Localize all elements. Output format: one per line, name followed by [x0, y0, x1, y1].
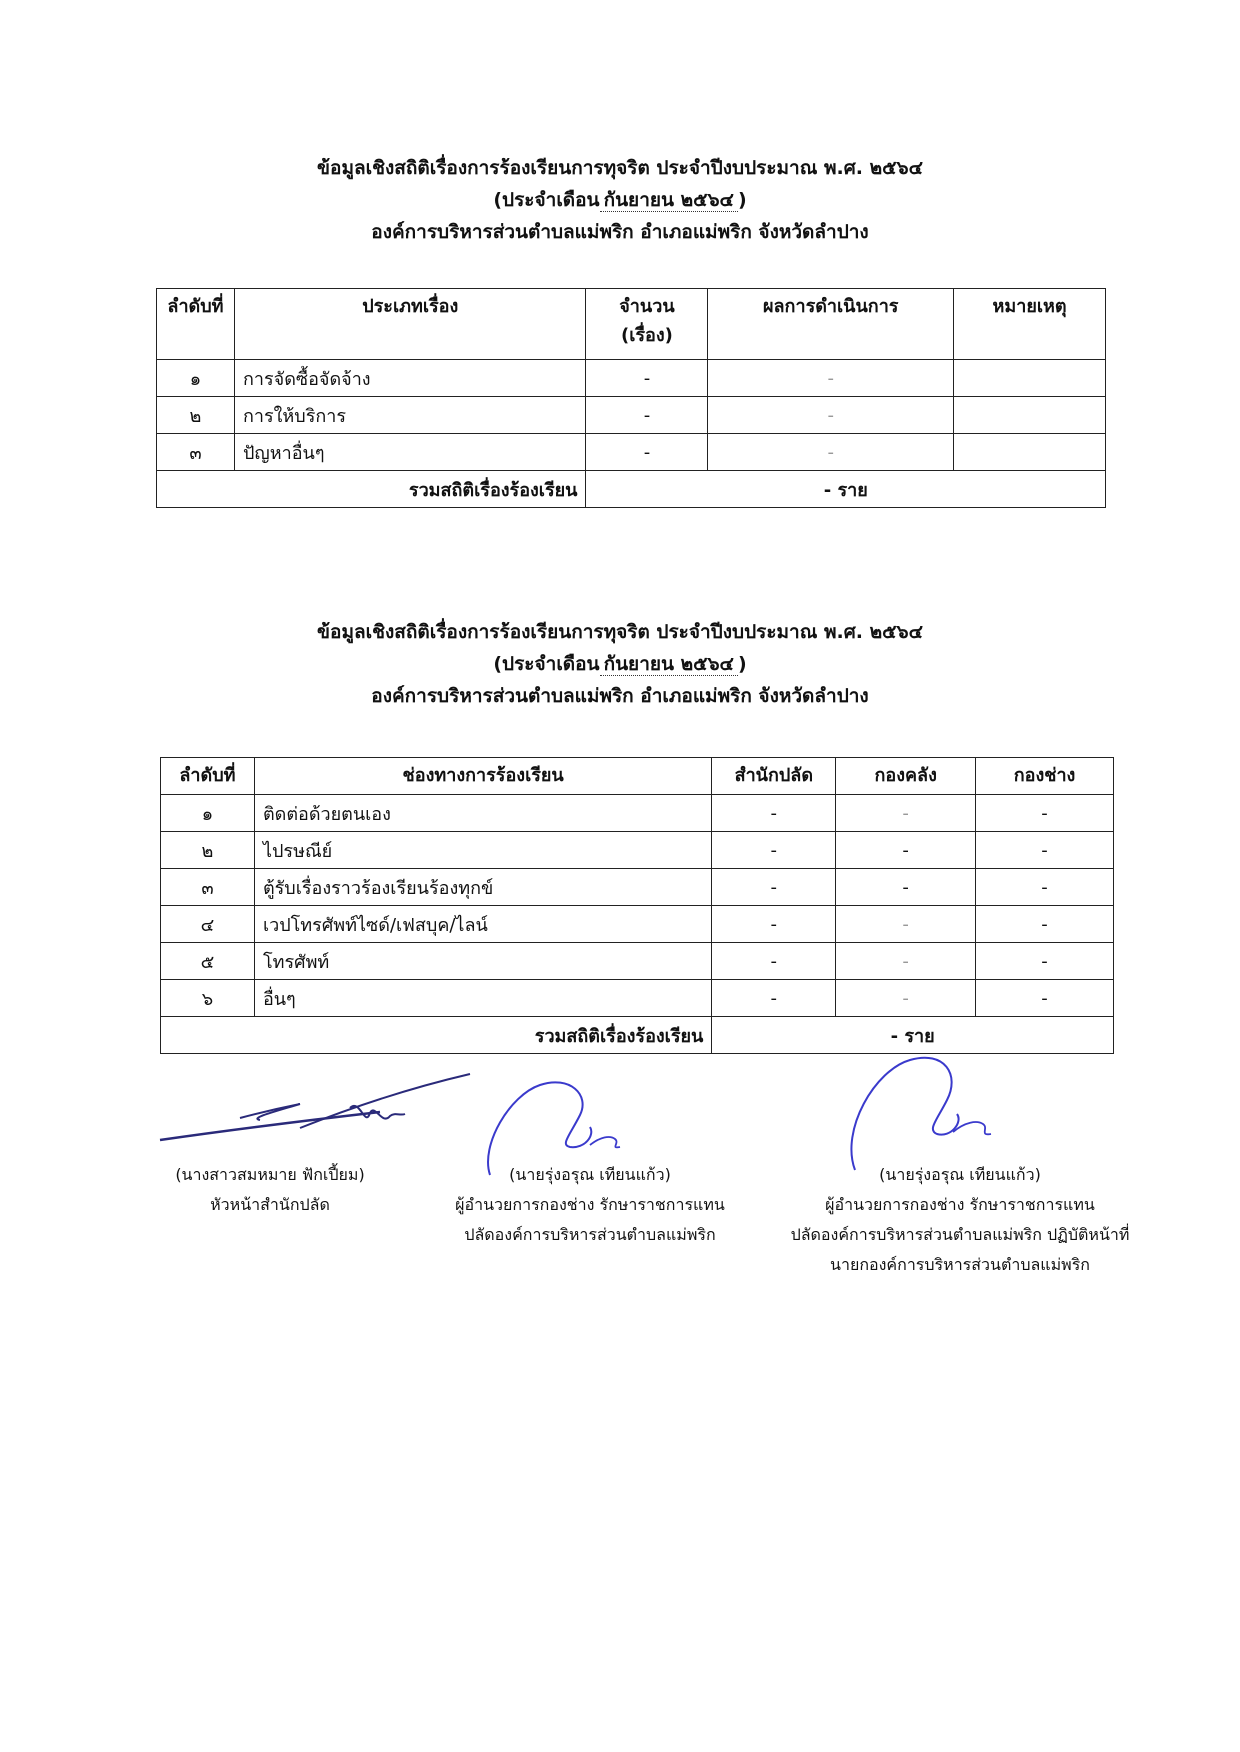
total-value: - ราย	[586, 471, 1106, 508]
col-header-count: จำนวน (เรื่อง)	[586, 289, 708, 360]
col-header-office: สำนักปลัด	[712, 758, 836, 795]
complaint-channel-table	[160, 757, 1114, 1054]
signer-title: ผู้อำนวยการกองช่าง รักษาราชการแทน	[825, 1195, 1095, 1214]
signature-block-2	[420, 1160, 760, 1250]
table-row: ๕ โทรศัพท์ - - -	[161, 943, 1114, 980]
complaint-type-table	[156, 288, 1106, 508]
table-header-row	[161, 758, 1114, 795]
signature-1-scribble	[150, 1068, 490, 1148]
table-row: ๓ ปัญหาอื่นๆ - -	[157, 434, 1106, 471]
col-header-type: ประเภทเรื่อง	[234, 289, 586, 360]
table-row: ๑ ติดต่อด้วยตนเอง - - -	[161, 795, 1114, 832]
table-header-row	[157, 289, 1106, 360]
signer-title: นายกองค์การบริหารส่วนตำบลแม่พริก	[830, 1255, 1090, 1274]
heading-2	[0, 616, 1240, 712]
table-row: ๖ อื่นๆ - - -	[161, 980, 1114, 1017]
col-header-note: หมายเหตุ	[954, 289, 1106, 360]
total-value: - ราย	[712, 1017, 1114, 1054]
signer-name: (นายรุ่งอรุณ เทียนแก้ว)	[879, 1165, 1041, 1184]
heading-1-month: กันยายน ๒๕๖๔	[600, 189, 738, 212]
signer-title: ปลัดองค์การบริหารส่วนตำบลแม่พริก ปฏิบัติหน้าที่	[790, 1225, 1130, 1244]
signer-name: (นายรุ่งอรุณ เทียนแก้ว)	[509, 1165, 671, 1184]
heading-2-line-2: (ประจำเดือน กันยายน ๒๕๖๔ )	[493, 653, 747, 675]
col-header-no: ลำดับที่	[157, 289, 235, 360]
total-label: รวมสถิติเรื่องร้องเรียน	[157, 471, 586, 508]
signer-title: ผู้อำนวยการกองช่าง รักษาราชการแทน	[455, 1195, 725, 1214]
col-header-finance: กองคลัง	[836, 758, 976, 795]
table-total-row	[161, 1017, 1114, 1054]
signer-title: ปลัดองค์การบริหารส่วนตำบลแม่พริก	[464, 1225, 716, 1244]
table-row: ๒ ไปรษณีย์ - - -	[161, 832, 1114, 869]
heading-2-line-1: ข้อมูลเชิงสถิติเรื่องการร้องเรียนการทุจริต ประจำปีงบประมาณ พ.ศ. ๒๕๖๔	[317, 621, 923, 643]
table-total-row	[157, 471, 1106, 508]
col-header-engineering: กองช่าง	[976, 758, 1114, 795]
table-row: ๑ การจัดซื้อจัดจ้าง - -	[157, 360, 1106, 397]
heading-1	[0, 152, 1240, 248]
signature-block-1	[150, 1160, 390, 1220]
col-header-channel: ช่องทางการร้องเรียน	[254, 758, 711, 795]
heading-1-line-3: องค์การบริหารส่วนตำบลแม่พริก อำเภอแม่พริก จังหวัดลำปาง	[371, 221, 869, 243]
col-header-no: ลำดับที่	[161, 758, 255, 795]
heading-2-line-3: องค์การบริหารส่วนตำบลแม่พริก อำเภอแม่พริก จังหวัดลำปาง	[371, 685, 869, 707]
table-row: ๓ ตู้รับเรื่องราวร้องเรียนร้องทุกข์ - - -	[161, 869, 1114, 906]
heading-1-line-1: ข้อมูลเชิงสถิติเรื่องการร้องเรียนการทุจริต ประจำปีงบประมาณ พ.ศ. ๒๕๖๔	[317, 157, 923, 179]
signature-block-3	[760, 1160, 1160, 1280]
table-row: ๔ เวปโทรศัพท์ไซด์/เฟสบุค/ไลน์ - - -	[161, 906, 1114, 943]
total-label: รวมสถิติเรื่องร้องเรียน	[161, 1017, 712, 1054]
table-row: ๒ การให้บริการ - -	[157, 397, 1106, 434]
heading-1-line-2: (ประจำเดือน กันยายน ๒๕๖๔ )	[493, 189, 747, 211]
heading-2-month: กันยายน ๒๕๖๔	[600, 653, 738, 676]
signer-title: หัวหน้าสำนักปลัด	[210, 1195, 330, 1214]
signer-name: (นางสาวสมหมาย ฟักเปี้ยม)	[175, 1165, 365, 1184]
col-header-result: ผลการดำเนินการ	[708, 289, 954, 360]
